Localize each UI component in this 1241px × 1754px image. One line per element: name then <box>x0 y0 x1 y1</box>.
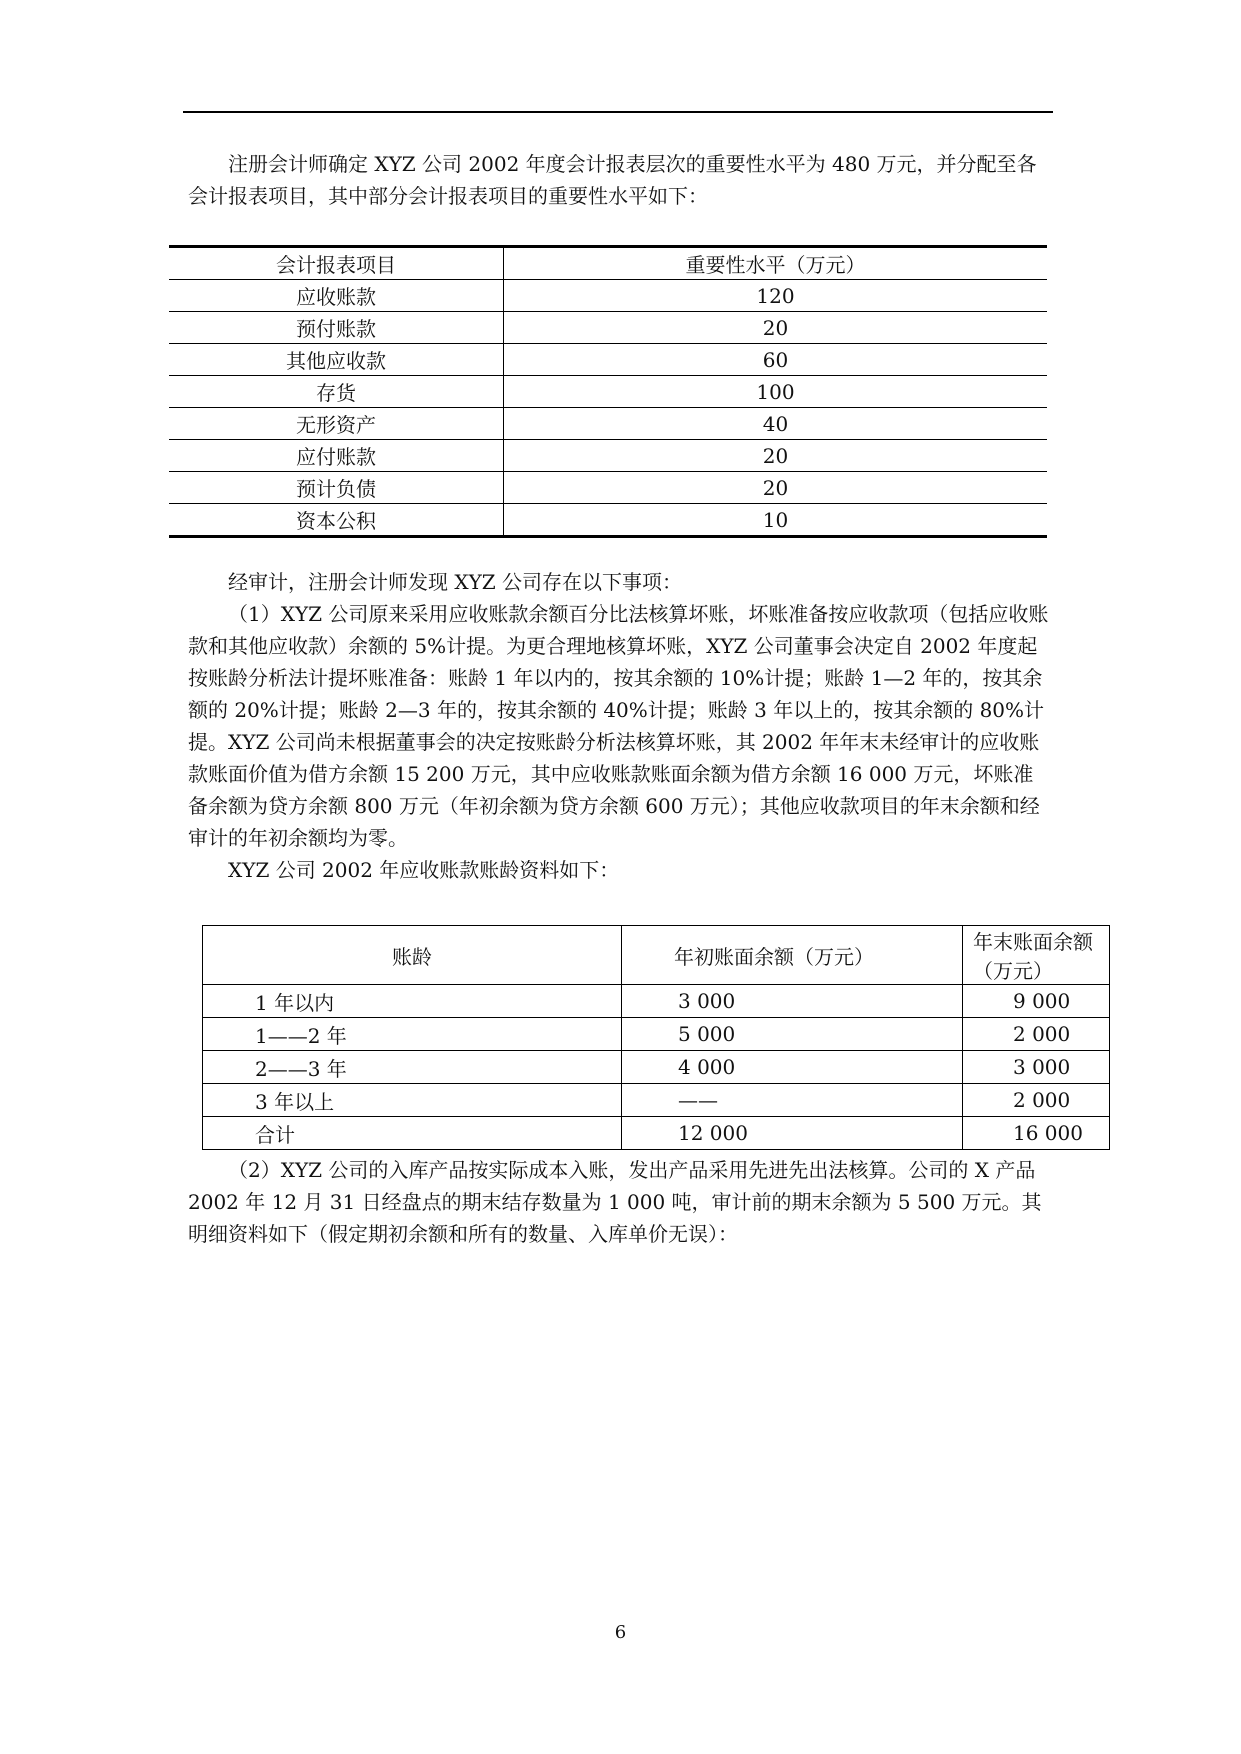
finding-item-1: （1）XYZ 公司原来采用应收账款余额百分比法核算坏账，坏账准备按应收款项（包括应收账款和其他应收款）余额的 5%计提。为更合理地核算坏账，XYZ 公司董事会决定自 2002 年度起按账龄分析法计提坏账准备：账龄 1 年以内的，按其余额的 10%计提；账龄 1—2 年的，按其余额的 20%计提；账龄 2—3 年的，按其余额的 40%计提；账龄 3 年以上的，按其余额的 80%计提。XYZ 公司尚未根据董事会的决定按账龄分析法核算坏账，其 2002 年年末未经审计的应收账款账面价值为借方余额 15 200 万元，其中应收账款账面余额为借方余额 16 000 万元，坏账准备余额为贷方余额 800 万元（年初余额为贷方余额 600 万元）；其他应收款项目的年末余额和经审计的年初余额均为零。 <box>188 602 1049 850</box>
table-cell: 20 <box>504 312 1048 344</box>
table-row <box>203 985 1110 1018</box>
table-cell: 资本公积 <box>169 504 504 537</box>
table-cell: 5 000 <box>622 1018 963 1051</box>
intro-paragraph: 注册会计师确定 XYZ 公司 2002 年度会计报表层次的重要性水平为 480 万元，并分配至各会计报表项目，其中部分会计报表项目的重要性水平如下： <box>188 152 1037 208</box>
table-cell: 1——2 年 <box>203 1018 622 1051</box>
header-cell-level: 重要性水平（万元） <box>504 247 1048 280</box>
table-row <box>169 280 1047 312</box>
table-cell: 20 <box>504 472 1048 504</box>
table-cell: 3 000 <box>963 1051 1110 1084</box>
table-row <box>169 472 1047 504</box>
aging-table <box>202 925 1110 1150</box>
table-cell: 120 <box>504 280 1048 312</box>
findings-section <box>188 566 1053 886</box>
table-cell: 应收账款 <box>169 280 504 312</box>
header-cell-opening: 年初账面余额（万元） <box>622 926 963 985</box>
table-row <box>169 504 1047 537</box>
table-row <box>169 376 1047 408</box>
table-row-total <box>203 1117 1110 1150</box>
table-cell: 预计负债 <box>169 472 504 504</box>
table-cell: 应付账款 <box>169 440 504 472</box>
header-rule <box>183 111 1053 113</box>
table-cell: 9 000 <box>963 985 1110 1018</box>
table-cell: 预付账款 <box>169 312 504 344</box>
table-row <box>203 1084 1110 1117</box>
table-cell: 其他应收款 <box>169 344 504 376</box>
table-row <box>203 1051 1110 1084</box>
table-cell: 合计 <box>203 1117 622 1150</box>
table-cell: 3 000 <box>622 985 963 1018</box>
table-cell: 4 000 <box>622 1051 963 1084</box>
table-cell: 12 000 <box>622 1117 963 1150</box>
table-cell: 2 000 <box>963 1018 1110 1051</box>
aging-intro: XYZ 公司 2002 年应收账款账龄资料如下： <box>228 858 620 882</box>
header-cell-item: 会计报表项目 <box>169 247 504 280</box>
table-row <box>169 440 1047 472</box>
materiality-table <box>169 245 1047 538</box>
table-cell: 40 <box>504 408 1048 440</box>
table-cell: 10 <box>762 507 789 532</box>
table-cell: 存货 <box>169 376 504 408</box>
table-row <box>203 1018 1110 1051</box>
table-row <box>169 344 1047 376</box>
table-cell: 2——3 年 <box>203 1051 622 1084</box>
table-cell: 16 000 <box>963 1117 1110 1150</box>
table-row <box>169 408 1047 440</box>
table-cell: 3 年以上 <box>203 1084 622 1117</box>
page-number: 6 <box>614 1622 627 1643</box>
table-cell: 2 000 <box>963 1084 1110 1117</box>
finding-item-2: （2）XYZ 公司的入库产品按实际成本入账，发出产品采用先进先出法核算。公司的 X 产品 2002 年 12 月 31 日经盘点的期末结存数量为 1 000 吨，审计前的期末余额为 5 500 万元。其明细资料如下（假定期初余额和所有的数量、入库单价无误）： <box>188 1158 1042 1246</box>
table-header-row <box>203 926 1110 985</box>
header-cell-age: 账龄 <box>203 926 622 985</box>
header-cell-closing: 年末账面余额（万元） <box>963 926 1110 985</box>
table-cell: 60 <box>504 344 1048 376</box>
table-cell: 100 <box>504 376 1048 408</box>
table-cell: 1 年以内 <box>203 985 622 1018</box>
table-header-row <box>169 247 1047 280</box>
table-cell: —— <box>622 1084 963 1117</box>
table-row <box>169 312 1047 344</box>
findings-lead: 经审计，注册会计师发现 XYZ 公司存在以下事项： <box>228 570 683 594</box>
table-cell: 无形资产 <box>169 408 504 440</box>
table-cell: 20 <box>504 440 1048 472</box>
